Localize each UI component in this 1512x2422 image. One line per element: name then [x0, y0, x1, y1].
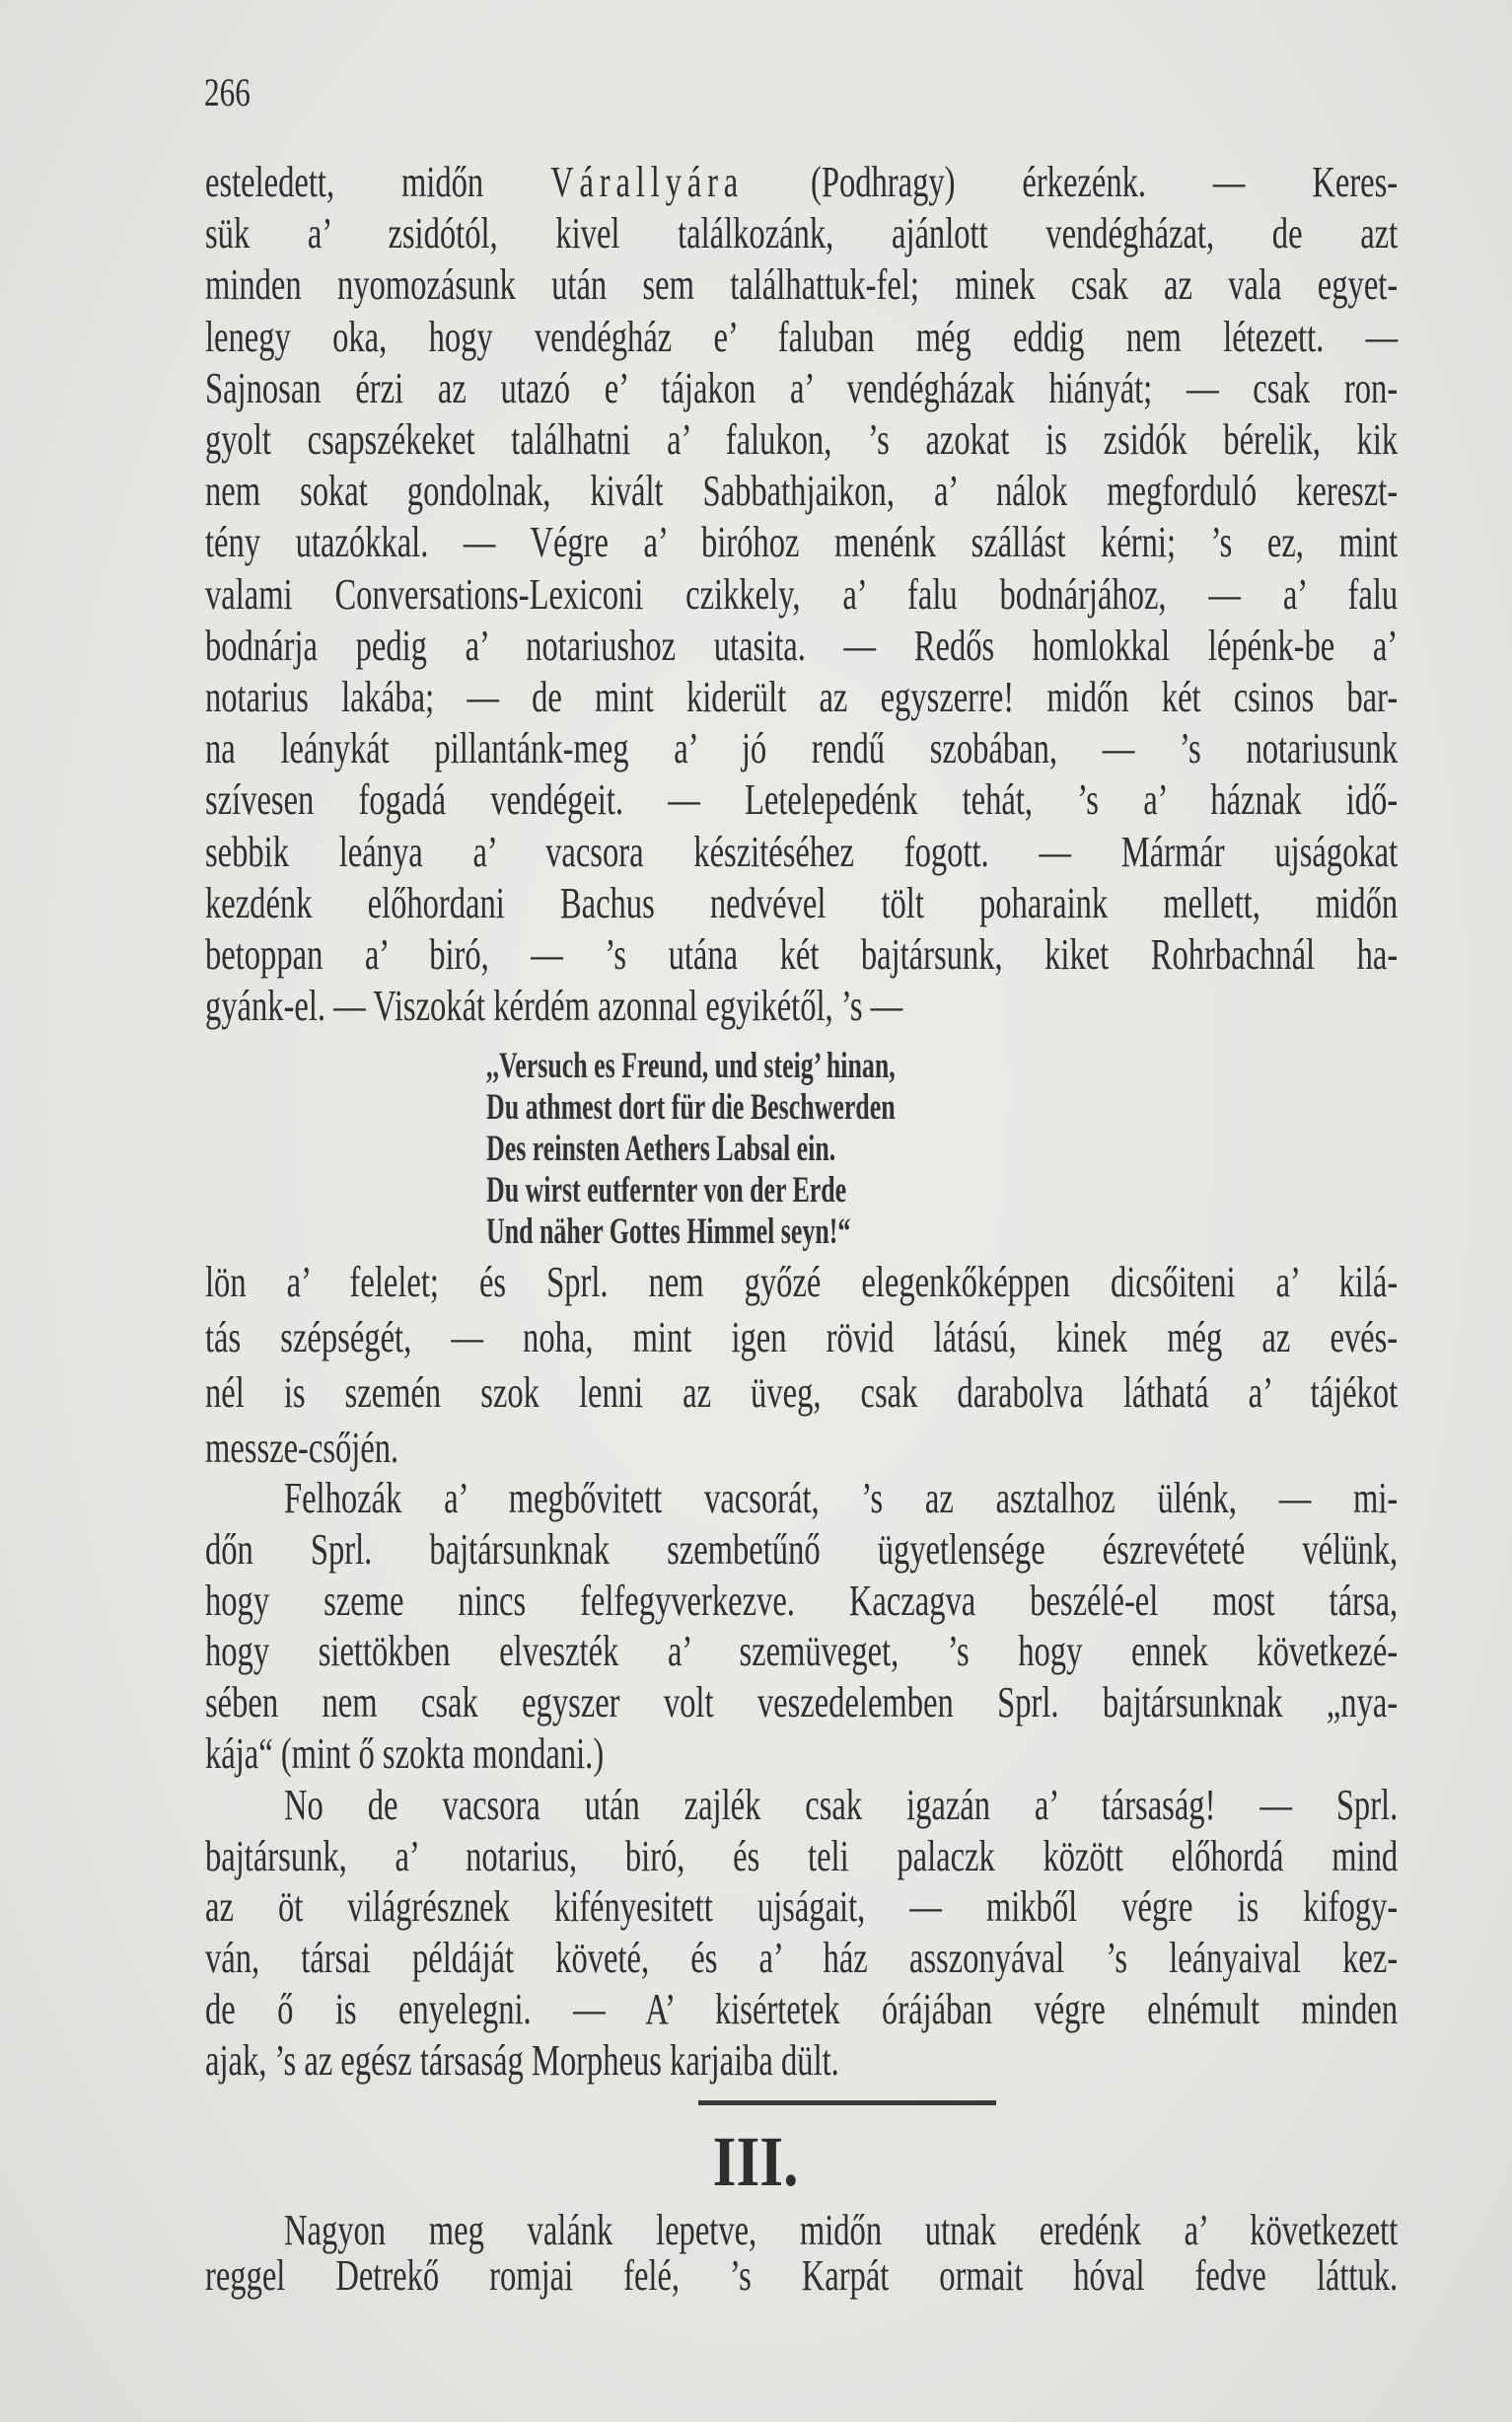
text-line: sebbik leánya a’ vacsora készitéséhez fogott. — Mármár ujságokat	[205, 827, 1399, 876]
text-line: messze-csőjén.	[205, 1423, 399, 1472]
text-line: Felhozák a’ megbővitett vacsorát, ’s az asztalhoz ülénk, — mi-	[284, 1474, 1399, 1522]
text-line: Sajnosan érzi az utazó e’ tájakon a’ vendégházak hiányát; — csak ron-	[205, 363, 1399, 412]
text-line: No de vacsora után zajlék csak igazán a’ társaság! — Sprl.	[284, 1780, 1399, 1829]
text-span: esteledett, midőn	[205, 158, 551, 206]
text-line: gyánk-el. — Viszokát kérdém azonnal egyikétől, ’s —	[205, 982, 903, 1031]
text-line: bodnárja pedig a’ notariushoz utasita. — Redős homlokkal lépénk-be a’	[205, 621, 1399, 670]
text-line	[205, 158, 1398, 207]
text-line: nem sokat gondolnak, kivált Sabbathjaikon, a’ nálok megforduló kereszt-	[205, 467, 1399, 516]
section-divider	[698, 2100, 996, 2105]
text-line: hogy szeme nincs felfegyverkezve. Kaczagva beszélé-el most társa,	[205, 1576, 1399, 1625]
text-line: Nagyon meg valánk lepetve, midőn utnak eredénk a’ következett	[284, 2206, 1399, 2254]
text-line: dőn Sprl. bajtársunknak szembetűnő ügyetlensége észrevéteté vélünk,	[205, 1524, 1399, 1574]
text-line: betoppan a’ biró, — ’s utána két bajtársunk, kiket Rohrbachnál ha-	[205, 930, 1399, 979]
text-line: tás szépségét, — noha, mint igen rövid látású, kinek még az evés-	[205, 1312, 1399, 1361]
text-span: (Podhragy) érkezénk. — Keres-	[744, 158, 1399, 206]
poem-line: Du athmest dort für die Beschwerden	[486, 1086, 896, 1128]
text-line: az öt világrésznek kifényesitett ujságait, — mikből végre is kifogy-	[205, 1882, 1399, 1932]
poem-line: Des reinsten Aethers Labsal ein.	[486, 1128, 836, 1169]
text-line: de ő is enyelegni. — A’ kisértetek órájában végre elnémult minden	[205, 1985, 1399, 2033]
text-line: minden nyomozásunk után sem találhattuk-fel; minek csak az vala egyet-	[205, 260, 1399, 310]
text-line: lön a’ felelet; és Sprl. nem győzé elegenkőképpen dicsőiteni a’ kilá-	[205, 1258, 1399, 1306]
text-line: gyolt csapszékeket találhatni a’ falukon, ’s azokat is zsidók bérelik, kik	[205, 415, 1399, 464]
text-line: szívesen fogadá vendégeit. — Letelepedénk tehát, ’s a’ háznak idő-	[205, 775, 1399, 825]
text-line: sében nem csak egyszer volt veszedelemben Sprl. bajtársunknak „nya-	[205, 1678, 1399, 1727]
text-line: notarius lakába; — de mint kiderült az egyszerre! midőn két csinos bar-	[205, 673, 1399, 721]
text-line: kezdénk előhordani Bachus nedvével tölt poharaink mellett, midőn	[205, 878, 1399, 927]
text-line: hogy siettökben elveszték a’ szemüveget, ’s hogy ennek következé-	[205, 1627, 1399, 1676]
text-line: na leánykát pillantánk-meg a’ jó rendű szobában, — ’s notariusunk	[205, 724, 1399, 773]
text-line: tény utazókkal. — Végre a’ biróhoz menénk szállást kérni; ’s ez, mint	[205, 518, 1399, 567]
text-line: ajak, ’s az egész társaság Morpheus karjaiba dült.	[205, 2035, 839, 2085]
text-line: bajtársunk, a’ notarius, biró, és teli palaczk között előhordá mind	[205, 1831, 1399, 1880]
poem-line: Und näher Gottes Himmel seyn!“	[486, 1211, 851, 1252]
text-line: reggel Detrekő romjai felé, ’s Karpát ormait hóval fedve láttuk.	[205, 2251, 1399, 2300]
section-heading-text: III.	[713, 2122, 799, 2201]
text-line: valami Conversations-Lexiconi czikkely, a’ falu bodnárjához, — a’ falu	[205, 569, 1399, 619]
text-line: lenegy oka, hogy vendégház e’ faluban még eddig nem létezett. —	[205, 312, 1399, 361]
poem-line: Du wirst eutfernter von der Erde	[486, 1169, 847, 1211]
text-line: ván, társai példáját követé, és a’ ház asszonyával ’s leányaival kez-	[205, 1934, 1399, 1983]
text-line: nél is szemén szok lenni az üveg, csak darabolva láthatá a’ tájékot	[205, 1367, 1399, 1417]
text-line: sük a’ zsidótól, kivel találkozánk, ajánlott vendégházat, de azt	[205, 209, 1399, 258]
text-line: kája“ (mint ő szokta mondani.)	[205, 1729, 605, 1778]
page-number: 266	[204, 70, 251, 114]
spaced-emphasis: Várallyára	[550, 158, 745, 206]
poem-line: ,,Versuch es Freund, und steig’ hinan,	[486, 1046, 896, 1086]
section-heading	[0, 2122, 1512, 2201]
